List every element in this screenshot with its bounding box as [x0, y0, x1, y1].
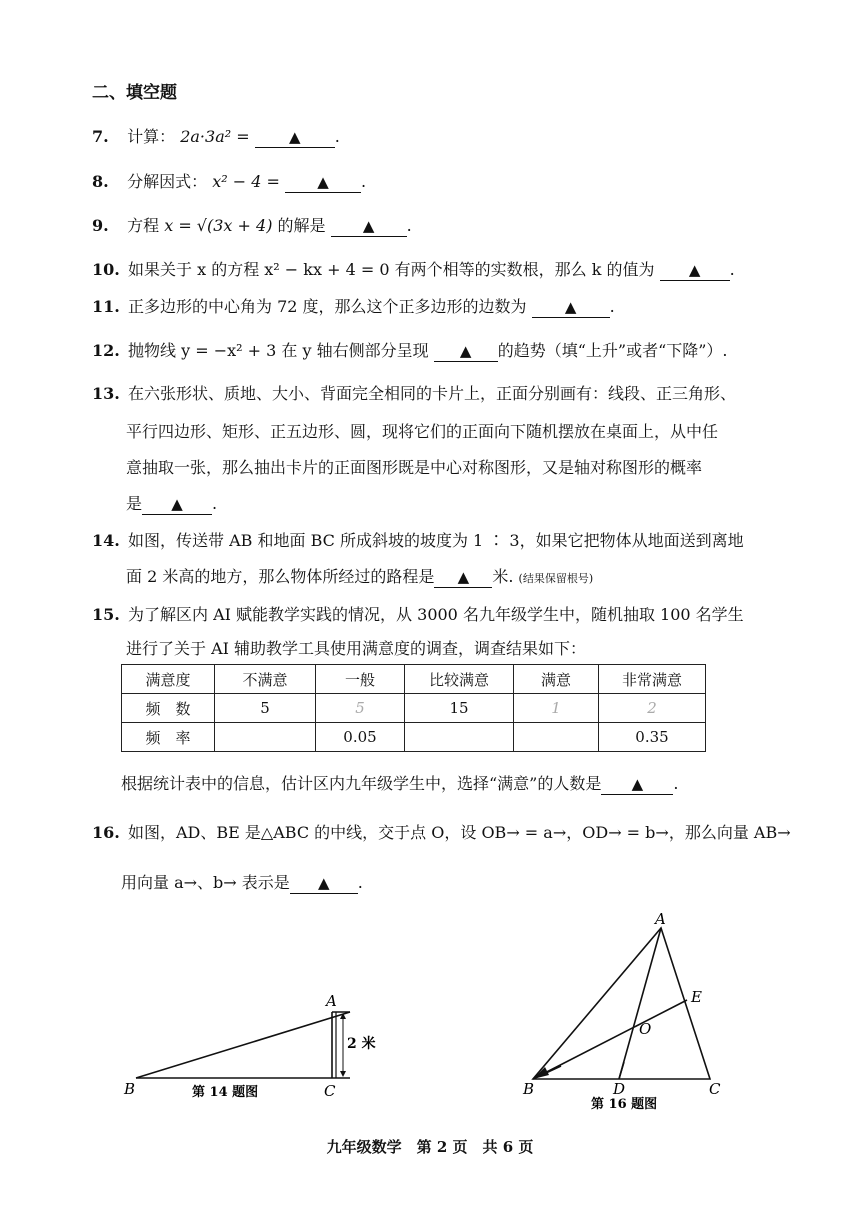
question-14-line-2: 面 2 米高的地方，那么物体所经过的路程是 ▲ 米. (结果保留根号) [126, 567, 594, 586]
table-cell: 15 [405, 694, 514, 723]
table-cell: 5 [215, 694, 316, 723]
table-cell: 满意 [514, 665, 599, 694]
question-13-line-3: 意抽取一张，那么抽出卡片的正面图形既是中心对称图形，又是轴对称图形的概率 [126, 458, 703, 477]
table-cell: 频 数 [122, 694, 215, 723]
figure-caption: 第 16 题图 [591, 1097, 658, 1112]
answer-blank[interactable]: ▲ [434, 341, 498, 362]
answer-blank[interactable]: ▲ [660, 260, 730, 281]
question-12: 12. 抛物线 y = −x² + 3 在 y 轴右侧部分呈现 ▲ 的趋势（填“上升”或者“下降”）. [92, 341, 728, 360]
question-13-line-4: 是 ▲ . [126, 494, 218, 513]
label-a: A [326, 992, 337, 1010]
table-cell: 非常满意 [599, 665, 706, 694]
label-b: B [124, 1080, 136, 1098]
question-15-after: 根据统计表中的信息，估计区内九年级学生中，选择“满意”的人数是 ▲ . [121, 774, 679, 793]
question-16-line-2: 用向量 a→、b→ 表示是 ▲ . [121, 873, 363, 892]
question-15: 15. 为了解区内 AI 赋能教学实践的情况，从 3000 名九年级学生中，随机抽取 100 名学生 [92, 605, 744, 624]
handwritten-cell: 1 [514, 694, 599, 723]
table-cell: 频 率 [122, 723, 215, 752]
segment-ab [136, 1012, 350, 1078]
answer-blank[interactable]: ▲ [532, 297, 610, 318]
question-13-line-2: 平行四边形、矩形、正五边形、圆，现将它们的正面向下随机摆放在桌面上，从中任 [126, 422, 719, 441]
question-8: 8. 分解因式： x² − 4 = ▲ . [92, 172, 367, 191]
table-header-row [122, 665, 706, 694]
table-cell [405, 723, 514, 752]
answer-blank[interactable]: ▲ [290, 873, 358, 894]
median-ad [619, 928, 661, 1079]
answer-blank[interactable]: ▲ [255, 127, 335, 148]
question-10: 10. 如果关于 x 的方程 x² − kx + 4 = 0 有两个相等的实数根，那么 k 的值为 ▲ . [92, 260, 735, 279]
handwritten-cell: 2 [599, 694, 706, 723]
table-cell: 0.05 [316, 723, 405, 752]
answer-blank[interactable]: ▲ [331, 216, 407, 237]
label-c: C [324, 1082, 336, 1100]
answer-blank[interactable]: ▲ [601, 774, 673, 795]
question-11: 11. 正多边形的中心角为 72 度，那么这个正多边形的边数为 ▲ . [92, 297, 615, 316]
triangle-abc [533, 928, 710, 1079]
label-e: E [691, 988, 702, 1006]
page-footer: 九年级数学 第 2 页 共 6 页 [326, 1138, 534, 1156]
expression: x² − 4 = [212, 172, 280, 191]
question-9: 9. 方程 x = √(3x + 4) 的解是 ▲ . [92, 216, 412, 235]
arrow-down-icon [340, 1071, 346, 1077]
table-row [122, 723, 706, 752]
arrow-od [619, 1062, 624, 1079]
figure-caption: 第 14 题图 [192, 1085, 259, 1100]
expression: 2a·3a² = [180, 127, 250, 146]
answer-note: (结果保留根号) [518, 572, 594, 585]
question-13: 13. 在六张形状、质地、大小、背面完全相同的卡片上，正面分别画有：线段、正三角形、 [92, 384, 737, 403]
section-title: 二、填空题 [92, 83, 177, 103]
answer-blank[interactable]: ▲ [285, 172, 361, 193]
table-cell: 比较满意 [405, 665, 514, 694]
answer-blank[interactable]: ▲ [142, 494, 212, 515]
table-cell [514, 723, 599, 752]
table-cell: 0.35 [599, 723, 706, 752]
table-row [122, 694, 706, 723]
handwritten-cell: 5 [316, 694, 405, 723]
answer-blank[interactable]: ▲ [434, 567, 492, 588]
table-cell: 满意度 [122, 665, 215, 694]
label-d: D [613, 1080, 626, 1098]
median-be [533, 1000, 687, 1079]
label-c: C [709, 1080, 721, 1098]
expression: x = √(3x + 4) [164, 216, 273, 235]
table-cell [215, 723, 316, 752]
table-cell: 不满意 [215, 665, 316, 694]
question-14: 14. 如图，传送带 AB 和地面 BC 所成斜坡的坡度为 1 ∶ 3，如果它把物体从地面送到离地 [92, 531, 744, 550]
table-cell: 一般 [316, 665, 405, 694]
question-7: 7. 计算： 2a·3a² = ▲ . [92, 127, 340, 146]
label-a: A [655, 910, 666, 928]
label-o: O [639, 1020, 652, 1038]
question-16: 16. 如图，AD、BE 是△ABC 的中线，交于点 O，设 OB→ = a→，OD→ = b→，那么向量 AB→ [92, 823, 791, 842]
figure-14 [110, 990, 390, 1110]
label-b: B [523, 1080, 535, 1098]
question-15-line-2: 进行了关于 AI 辅助教学工具使用满意度的调查，调查结果如下： [126, 639, 587, 658]
figure-16 [515, 912, 765, 1112]
survey-table [121, 664, 706, 752]
height-label: 2 米 [347, 1036, 376, 1052]
